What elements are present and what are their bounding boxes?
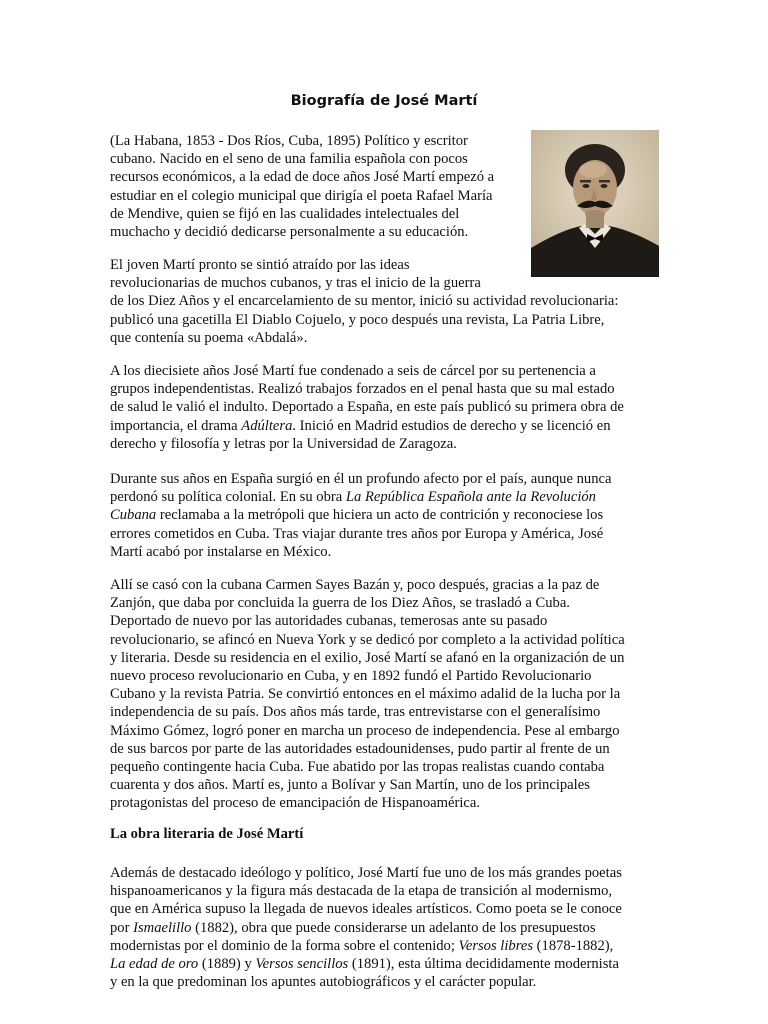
text-line: de salud le valió el indulto. Deportado a España, en este país publicó su primera obra de (110, 399, 624, 416)
text-line (110, 937, 658, 955)
text-line: de los Diez Años y el encarcelamiento de su mentor, inició su actividad revolucionaria: (110, 293, 619, 310)
text-span: (1889) y (198, 956, 256, 973)
text-line (110, 955, 658, 973)
work-title: Ismaelillo (133, 919, 192, 936)
text-line: de Mendive, quien se fijó en las cualidades intelectuales del (110, 205, 460, 222)
text-line: hispanoamericanos y la figura más destacada de la etapa de transición al modernismo, (110, 883, 613, 900)
text-line: Martí acabó por instalarse en México. (110, 543, 332, 560)
text-line: cubano. Nacido en el seno de una familia española con pocos (110, 151, 468, 168)
text-line: recursos económicos, a la edad de doce años José Martí empezó a (110, 169, 495, 186)
text-line: muchacho y decidió dedicarse personalmente a su educación. (110, 224, 469, 241)
text-span: perdonó su política colonial. En su obra (110, 489, 346, 506)
text-line: errores cometidos en Cuba. Tras viajar durante tres años por Europa y América, José (110, 525, 604, 542)
text-line: revolucionarias de muchos cubanos, y tras el inicio de la guerra (110, 275, 481, 292)
text-span: (1878-1882), (533, 937, 614, 954)
text-line (110, 506, 658, 524)
text-line (110, 919, 658, 937)
text-line: Allí se casó con la cubana Carmen Sayes Bazán y, poco después, gracias a la paz de (110, 577, 600, 593)
text-line (110, 417, 658, 435)
text-span: reclamaba a la metrópoli que hiciera un acto de contrición y reconociese los (156, 507, 604, 524)
paragraph-young-marti (110, 256, 658, 347)
text-line: Durante sus años en España surgió en él un profundo afecto por el país, aunque nunca (110, 471, 612, 487)
text-line: independencia de su país. Dos años más tarde, tras entrevistarse con el generalísimo (110, 704, 601, 721)
text-line: estudiar en el colegio municipal que dirigía el poeta Rafael María (110, 187, 493, 204)
work-title: Adúltera (241, 417, 293, 434)
text-span: por (110, 919, 134, 936)
work-title: Versos sencillos (255, 956, 349, 973)
text-line: protagonistas del proceso de emancipación de Hispanoamérica. (110, 795, 480, 812)
text-span: modernistas por el dominio de la forma sobre el contenido; (110, 937, 459, 954)
text-line: cuarenta y dos años. Martí es, junto a Bolívar y San Martín, uno de los principales (110, 777, 590, 794)
text-line: revolucionario, se afincó en Nueva York y se dedicó por completo a la actividad política (110, 631, 625, 648)
paragraph-intro (110, 132, 658, 241)
document-title: Biografía de José Martí (290, 93, 478, 109)
text-span: (1882), obra que puede considerarse un adelanto de los presupuestos (191, 919, 596, 936)
text-line: Además de destacado ideólogo y político, José Martí fue uno de los más grandes poetas (110, 865, 622, 881)
paragraph-exile (110, 576, 658, 813)
text-line (110, 488, 658, 506)
text-line: y literaria. Desde su residencia en el exilio, José Martí se afanó en la organización de un (110, 649, 625, 666)
text-span: (1891), esta última decididamente modernista (348, 956, 619, 973)
text-line: El joven Martí pronto se sintió atraído por las ideas (110, 257, 410, 273)
text-line: (La Habana, 1853 - Dos Ríos, Cuba, 1895) Político y escritor (110, 133, 468, 149)
text-line: que contenía su poema «Abdalá». (110, 329, 308, 346)
text-line: que en América supuso la llegada de nuevos ideales artísticos. Como poeta se le conoce (110, 901, 622, 918)
text-line: publicó una gacetilla El Diablo Cojuelo, y poco después una revista, La Patria Libre, (110, 311, 605, 328)
paragraph-prison (110, 362, 658, 453)
text-line: grupos independentistas. Realizó trabajos forzados en el penal hasta que su mal estado (110, 381, 615, 398)
text-line: y en la que predominan los apuntes autobiográficos y el carácter popular. (110, 974, 537, 991)
text-line: derecho y filosofía y letras por la Universidad de Zaragoza. (110, 435, 457, 452)
text-line: Zanjón, que daba por concluida la guerra de los Diez Años, se trasladó a Cuba. (110, 595, 570, 612)
text-line: pequeño contingente hacia Cuba. Fue abatido por las tropas realistas cuando contaba (110, 759, 605, 776)
section-heading: La obra literaria de José Martí (110, 826, 304, 842)
work-title: Cubana (110, 507, 157, 524)
text-span: . Inició en Madrid estudios de derecho y se licenció en (292, 417, 611, 434)
text-line: Máximo Gómez, logró poner en marcha un proceso de independencia. Pese al embargo (110, 722, 620, 739)
work-title: La edad de oro (110, 956, 199, 973)
text-line: Cubano y la revista Patria. Se convirtió entonces en el máximo adalid de la lucha por la (110, 686, 621, 703)
work-title: Versos libres (458, 937, 534, 954)
text-line: Deportado de nuevo por las autoridades cubanas, temerosas ante su pasado (110, 613, 548, 630)
text-line: de sus barcos por parte de las autoridades estadounidenses, pudo partir al frente de un (110, 740, 610, 757)
text-line: nuevo proceso revolucionario en Cuba, y en 1892 fundó el Partido Revolucionario (110, 668, 592, 685)
text-span: importancia, el drama (110, 417, 242, 434)
work-title: La República Española ante la Revolución (345, 489, 596, 506)
paragraph-spain (110, 470, 658, 561)
paragraph-literary-work (110, 864, 658, 991)
text-line: A los diecisiete años José Martí fue condenado a seis de cárcel por su pertenencia a (110, 363, 596, 379)
